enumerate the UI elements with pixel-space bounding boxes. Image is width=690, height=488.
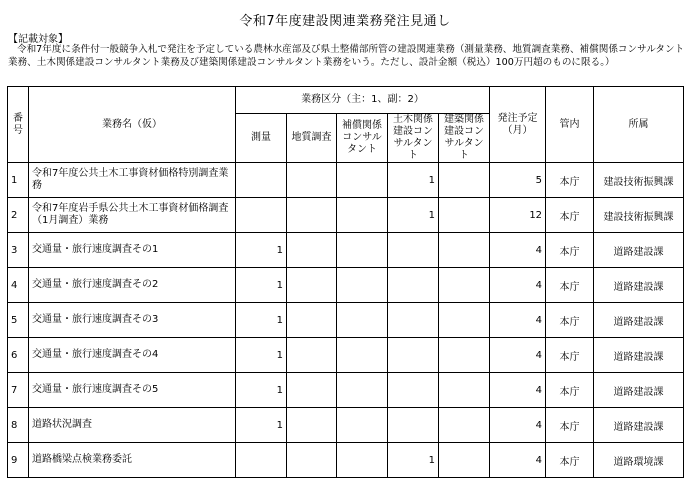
header-name: 業務名（仮） bbox=[29, 87, 236, 163]
cell-hosho bbox=[337, 163, 388, 198]
cell-jurisdiction: 本庁 bbox=[546, 303, 594, 338]
cell-month: 5 bbox=[490, 163, 546, 198]
cell-jurisdiction: 本庁 bbox=[546, 268, 594, 303]
table-row bbox=[8, 268, 684, 303]
cell-kenchiku bbox=[439, 268, 490, 303]
cell-hosho bbox=[337, 198, 388, 233]
cell-month: 4 bbox=[490, 338, 546, 373]
cell-doboku bbox=[388, 303, 439, 338]
cell-chishitsu bbox=[287, 163, 337, 198]
cell-no: 8 bbox=[8, 408, 29, 443]
cell-kenchiku bbox=[439, 373, 490, 408]
cell-name: 道路状況調査 bbox=[29, 408, 236, 443]
cell-month: 4 bbox=[490, 233, 546, 268]
description-text: 令和7年度に条件付一般競争入札で発注を予定している農林水産部及び県土整備部所管の建設関連業務（測量業務、地質調査業務、補償関係コンサルタント業務、土木関係建設コンサルタント業務及び建築関係建設コンサルタント業務をいう。ただし、設計金額（税込）100万円超のものに限る。） bbox=[8, 44, 685, 68]
header-jurisdiction: 管内 bbox=[546, 87, 594, 163]
cell-no: 2 bbox=[8, 198, 29, 233]
table-row bbox=[8, 163, 684, 198]
cell-name: 交通量・旅行速度調査その4 bbox=[29, 338, 236, 373]
cell-hosho bbox=[337, 338, 388, 373]
cell-chishitsu bbox=[287, 233, 337, 268]
cell-kenchiku bbox=[439, 233, 490, 268]
cell-month: 4 bbox=[490, 373, 546, 408]
cell-sokuryo: 1 bbox=[236, 408, 287, 443]
cell-hosho bbox=[337, 233, 388, 268]
header-no: 番号 bbox=[8, 87, 29, 163]
cell-no: 3 bbox=[8, 233, 29, 268]
cell-month: 12 bbox=[490, 198, 546, 233]
cell-sokuryo: 1 bbox=[236, 338, 287, 373]
table-row bbox=[8, 233, 684, 268]
cell-chishitsu bbox=[287, 268, 337, 303]
table-row bbox=[8, 198, 684, 233]
cell-sokuryo: 1 bbox=[236, 303, 287, 338]
cell-month: 4 bbox=[490, 443, 546, 478]
cell-name: 交通量・旅行速度調査その1 bbox=[29, 233, 236, 268]
section-label: 【記載対象】 bbox=[8, 34, 68, 45]
cell-doboku bbox=[388, 233, 439, 268]
cell-chishitsu bbox=[287, 408, 337, 443]
cell-dept: 道路建設課 bbox=[594, 303, 684, 338]
cell-kenchiku bbox=[439, 163, 490, 198]
cell-sokuryo bbox=[236, 198, 287, 233]
cell-doboku: 1 bbox=[388, 443, 439, 478]
cell-hosho bbox=[337, 303, 388, 338]
cell-dept: 道路建設課 bbox=[594, 373, 684, 408]
cell-chishitsu bbox=[287, 303, 337, 338]
table-body bbox=[8, 163, 684, 478]
table-row bbox=[8, 373, 684, 408]
cell-dept: 建設技術振興課 bbox=[594, 163, 684, 198]
cell-no: 4 bbox=[8, 268, 29, 303]
cell-jurisdiction: 本庁 bbox=[546, 198, 594, 233]
header-hosho: 補償関係コンサルタント bbox=[337, 114, 388, 163]
cell-no: 6 bbox=[8, 338, 29, 373]
cell-dept: 道路建設課 bbox=[594, 233, 684, 268]
cell-hosho bbox=[337, 268, 388, 303]
page-title: 令和7年度建設関連業務発注見通し bbox=[239, 14, 451, 29]
cell-jurisdiction: 本庁 bbox=[546, 233, 594, 268]
cell-dept: 道路建設課 bbox=[594, 408, 684, 443]
cell-doboku bbox=[388, 338, 439, 373]
cell-no: 9 bbox=[8, 443, 29, 478]
cell-chishitsu bbox=[287, 443, 337, 478]
cell-sokuryo bbox=[236, 443, 287, 478]
cell-doboku bbox=[388, 373, 439, 408]
cell-name: 令和7年度公共土木工事資材価格特別調査業務 bbox=[29, 163, 236, 198]
header-dept: 所属 bbox=[594, 87, 684, 163]
table-row bbox=[8, 338, 684, 373]
header-kenchiku: 建築関係建設コンサルタント bbox=[439, 114, 490, 163]
cell-kenchiku bbox=[439, 408, 490, 443]
cell-chishitsu bbox=[287, 338, 337, 373]
cell-chishitsu bbox=[287, 373, 337, 408]
cell-kenchiku bbox=[439, 338, 490, 373]
cell-name: 道路橋梁点検業務委託 bbox=[29, 443, 236, 478]
cell-no: 1 bbox=[8, 163, 29, 198]
header-month: 発注予定（月） bbox=[490, 87, 546, 163]
cell-doboku bbox=[388, 408, 439, 443]
table-row bbox=[8, 443, 684, 478]
header-sokuryo: 測量 bbox=[236, 114, 287, 163]
cell-dept: 道路建設課 bbox=[594, 268, 684, 303]
cell-sokuryo bbox=[236, 163, 287, 198]
cell-dept: 道路建設課 bbox=[594, 338, 684, 373]
cell-hosho bbox=[337, 443, 388, 478]
header-chishitsu: 地質調査 bbox=[287, 114, 337, 163]
header-category: 業務区分（主：1、副：2） bbox=[236, 87, 490, 114]
header-doboku: 土木関係建設コンサルタント bbox=[388, 114, 439, 163]
cell-hosho bbox=[337, 408, 388, 443]
cell-hosho bbox=[337, 373, 388, 408]
cell-jurisdiction: 本庁 bbox=[546, 443, 594, 478]
cell-doboku: 1 bbox=[388, 163, 439, 198]
cell-sokuryo: 1 bbox=[236, 268, 287, 303]
cell-month: 4 bbox=[490, 408, 546, 443]
cell-kenchiku bbox=[439, 303, 490, 338]
cell-kenchiku bbox=[439, 443, 490, 478]
cell-name: 令和7年度岩手県公共土木工事資材価格調査（1月調査）業務 bbox=[29, 198, 236, 233]
forecast-table bbox=[7, 86, 684, 478]
cell-name: 交通量・旅行速度調査その3 bbox=[29, 303, 236, 338]
table-row bbox=[8, 408, 684, 443]
cell-no: 5 bbox=[8, 303, 29, 338]
cell-name: 交通量・旅行速度調査その5 bbox=[29, 373, 236, 408]
cell-sokuryo: 1 bbox=[236, 233, 287, 268]
cell-doboku bbox=[388, 268, 439, 303]
cell-name: 交通量・旅行速度調査その2 bbox=[29, 268, 236, 303]
cell-jurisdiction: 本庁 bbox=[546, 373, 594, 408]
cell-doboku: 1 bbox=[388, 198, 439, 233]
cell-month: 4 bbox=[490, 268, 546, 303]
cell-chishitsu bbox=[287, 198, 337, 233]
cell-month: 4 bbox=[490, 303, 546, 338]
table-row bbox=[8, 303, 684, 338]
cell-dept: 建設技術振興課 bbox=[594, 198, 684, 233]
cell-kenchiku bbox=[439, 198, 490, 233]
cell-jurisdiction: 本庁 bbox=[546, 408, 594, 443]
cell-sokuryo: 1 bbox=[236, 373, 287, 408]
cell-no: 7 bbox=[8, 373, 29, 408]
cell-jurisdiction: 本庁 bbox=[546, 338, 594, 373]
cell-jurisdiction: 本庁 bbox=[546, 163, 594, 198]
cell-dept: 道路環境課 bbox=[594, 443, 684, 478]
